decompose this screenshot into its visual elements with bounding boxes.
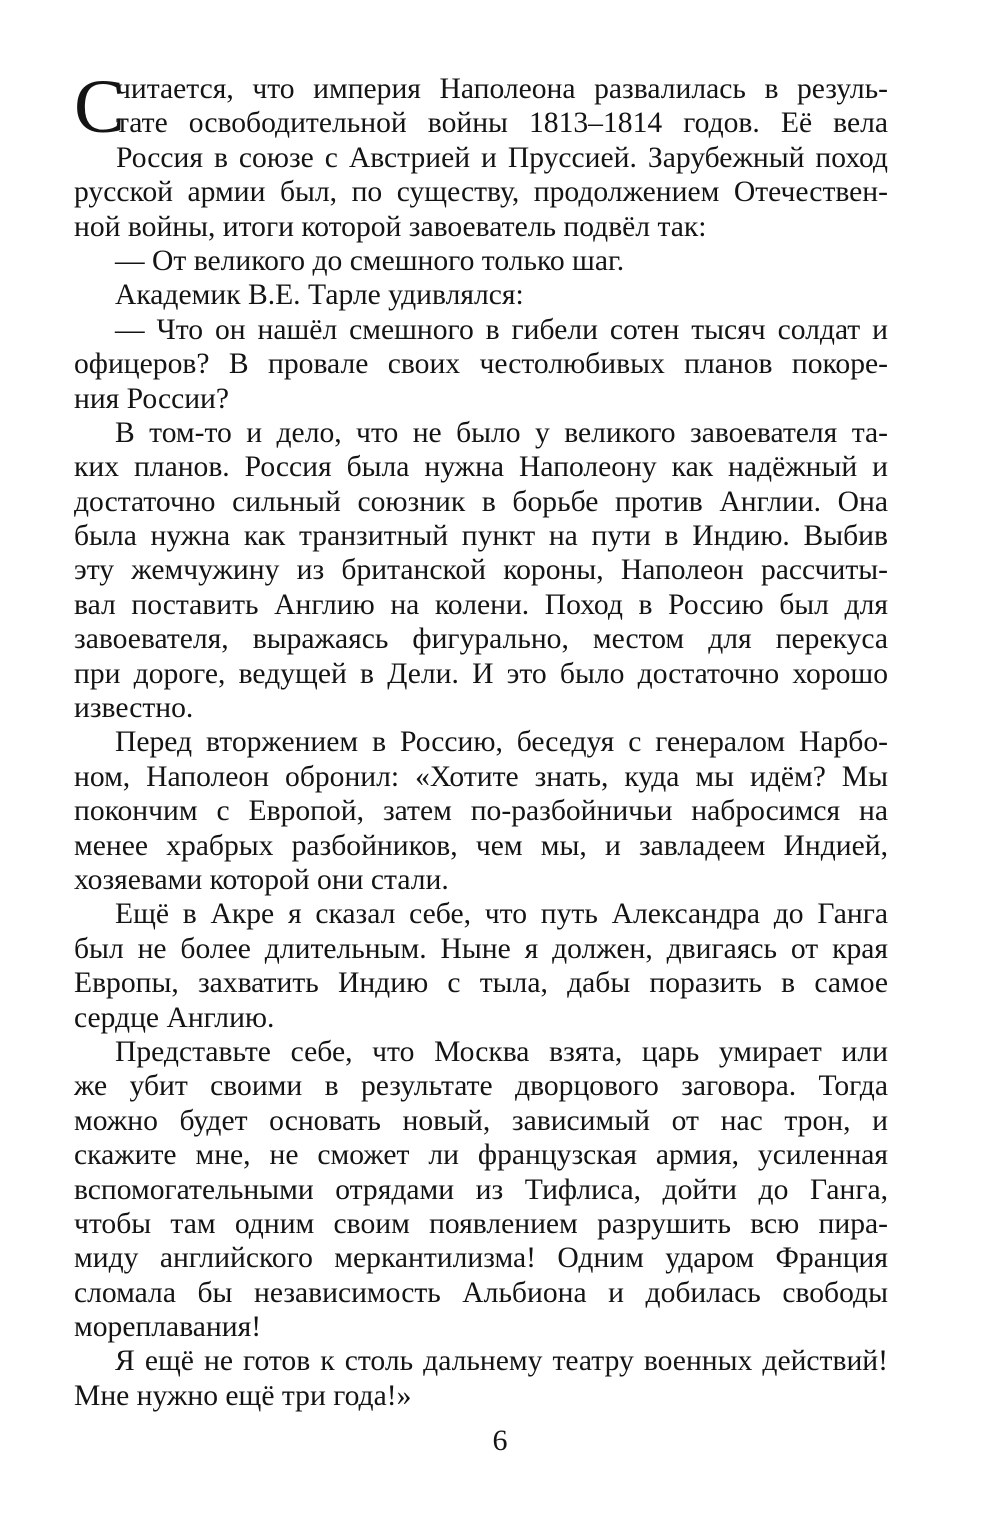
paragraph-2 <box>74 244 888 278</box>
text-line: вал поставить Англию на колени. Поход в Россию был для <box>74 588 888 621</box>
text-line: Я ещё не готов к столь дальнему театру военных действий! <box>115 1345 888 1378</box>
text-line: менее храбрых разбойников, чем мы, и завладеем Индией, <box>74 829 888 862</box>
paragraph-1 <box>74 65 888 244</box>
text-line: мореплавания! <box>74 1311 262 1344</box>
paragraph-5 <box>74 416 888 726</box>
text-line: офицеров? В провале своих честолюбивых планов покоре- <box>74 348 888 381</box>
paragraph-4 <box>74 313 888 416</box>
paragraph-7 <box>74 897 888 1035</box>
text-line: можно будет основать новый, зависимый от нас трон, и <box>74 1104 888 1137</box>
text-line: Россия в союзе с Австрией и Пруссией. Зарубежный поход <box>116 141 888 174</box>
paragraph-8 <box>74 1035 888 1345</box>
text-line: Представьте себе, что Москва взята, царь умирает или <box>115 1035 888 1068</box>
text-line: миду английского меркантилизма! Одним ударом Франция <box>74 1242 888 1275</box>
page-number: 6 <box>492 1424 508 1457</box>
text-line: сломала бы независимость Альбиона и добилась свободы <box>74 1276 888 1309</box>
text-line: ном, Наполеон обронил: «Хотите знать, куда мы идём? Мы <box>74 760 888 793</box>
text-line: ной войны, итоги которой завоеватель подвёл так: <box>74 210 707 243</box>
text-line: известно. <box>74 692 194 725</box>
text-line: Ещё в Акре я сказал себе, что путь Александра до Ганга <box>115 898 888 931</box>
text-line: покончим с Европой, затем по-разбойничьи набросимся на <box>74 795 888 828</box>
text-line: — От великого до смешного только шаг. <box>115 244 625 277</box>
text-line: ния России? <box>74 382 230 415</box>
text-line: вспомогательными отрядами из Тифлиса, дойти до Ганга, <box>74 1173 888 1206</box>
text-line: В том-то и дело, что не было у великого завоевателя та- <box>115 416 888 449</box>
text-line: читается, что империя Наполеона развалилась в резуль- <box>116 73 888 105</box>
text-line: достаточно сильный союзник в борьбе против Англии. Она <box>74 485 888 518</box>
paragraph-6 <box>74 725 888 897</box>
text-line: чтобы там одним своим появлением разрушить всю пира- <box>74 1207 888 1240</box>
paragraph-9 <box>74 1344 888 1413</box>
text-line: сердце Англию. <box>74 1001 275 1034</box>
paragraph-3 <box>74 278 888 312</box>
text-line: завоевателя, выражаясь фигурально, местом для перекуса <box>74 623 888 656</box>
text-line: русской армии был, по существу, продолжением Отечествен- <box>74 176 888 209</box>
text-line: Мне нужно ещё три года!» <box>74 1379 412 1412</box>
text-line: была нужна как транзитный пункт на пути в Индию. Выбив <box>74 520 888 553</box>
text-line: же убит своими в результате дворцового заговора. Тогда <box>74 1070 888 1103</box>
text-line: Европы, захватить Индию с тыла, дабы поразить в самое <box>74 967 888 1000</box>
text-line: ких планов. Россия была нужна Наполеону как надёжный и <box>74 451 888 484</box>
text-line: — Что он нашёл смешного в гибели сотен тысяч солдат и <box>115 313 888 346</box>
text-line: хозяевами которой они стали. <box>74 863 449 896</box>
text-line: был не более длительным. Ныне я должен, двигаясь от края <box>74 932 888 965</box>
page-body <box>74 65 888 1413</box>
text-line: тате освободительной войны 1813–1814 годов. Её вела <box>116 107 888 140</box>
text-line: скажите мне, не сможет ли французская армия, усиленная <box>74 1139 888 1172</box>
text-line: Перед вторжением в Россию, беседуя с генералом Нарбо- <box>115 726 888 759</box>
text-line: Академик В.Е. Тарле удивлялся: <box>115 279 524 312</box>
drop-cap: С <box>74 65 125 149</box>
text-line: эту жемчужину из британской короны, Наполеон рассчиты- <box>74 554 888 587</box>
text-line: при дороге, ведущей в Дели. И это было достаточно хорошо <box>74 657 888 690</box>
